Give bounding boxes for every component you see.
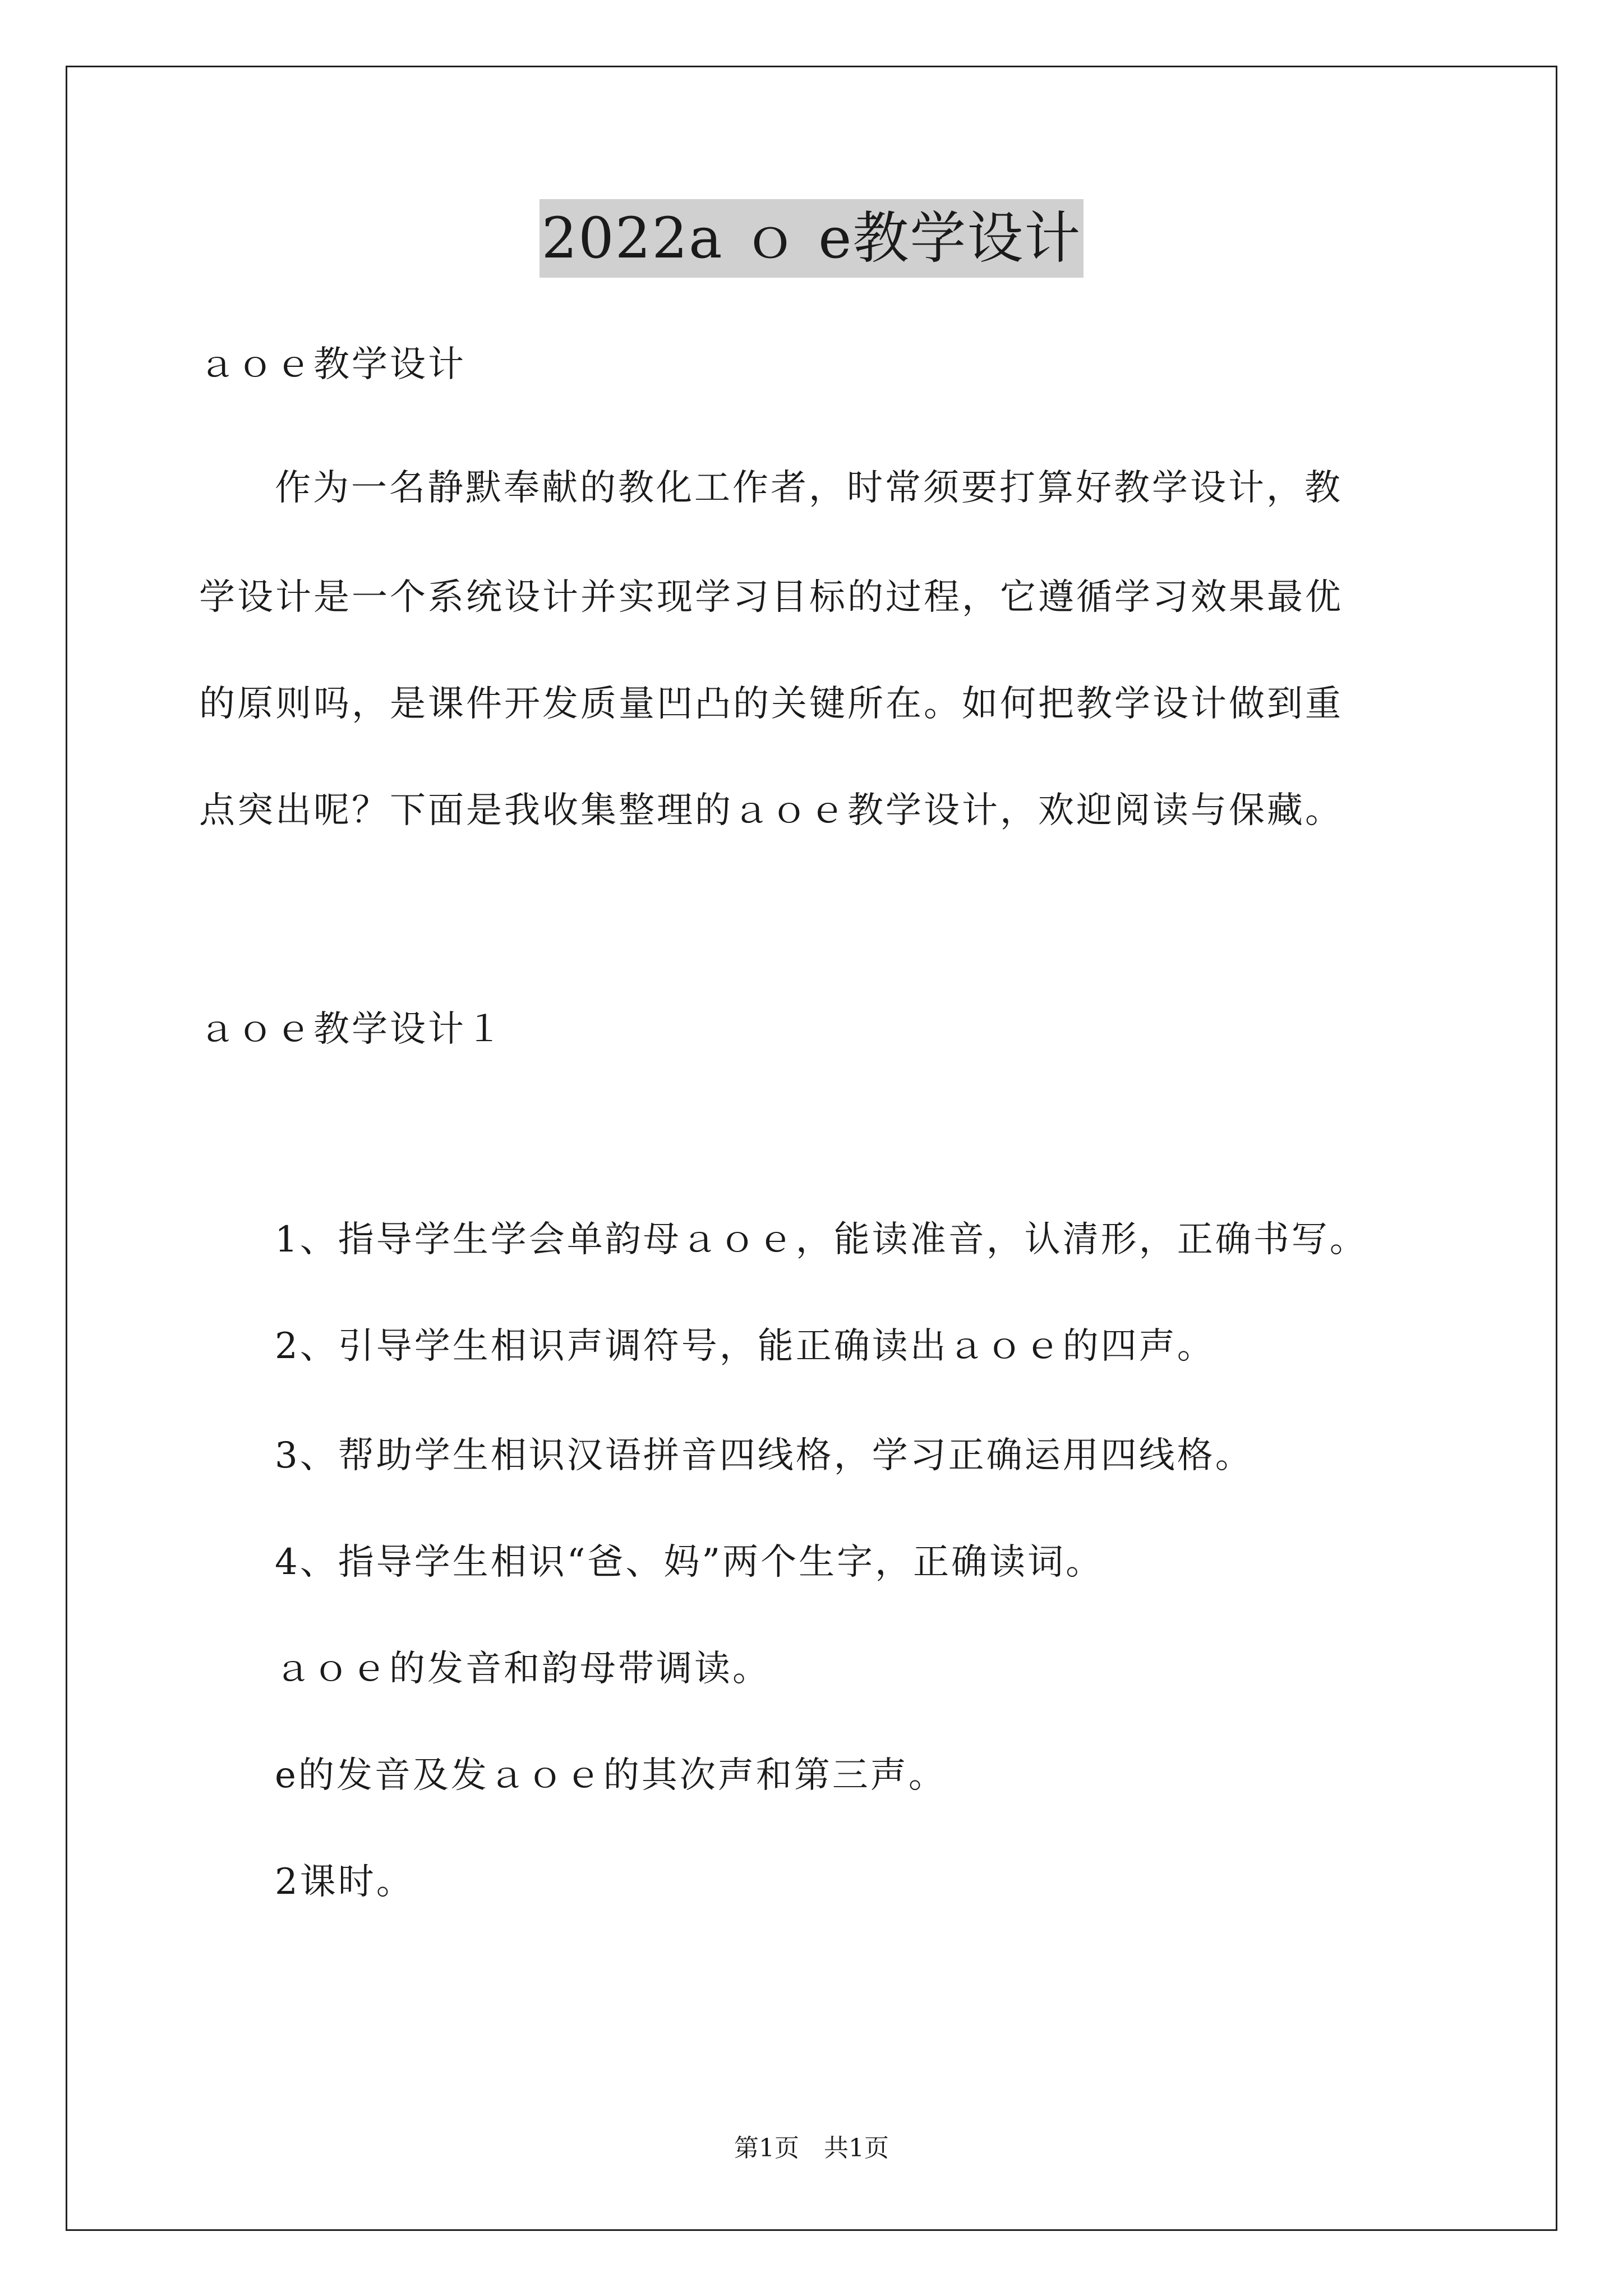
document-title: 2022a ｏ e教学设计 — [540, 199, 1084, 278]
section-heading: ａｏｅ教学设计１ — [199, 1009, 504, 1050]
list-item-2: 2、引导学生相识声调符号，能正确读出ａｏｅ的四声。 — [275, 1326, 1215, 1367]
subtitle: ａｏｅ教学设计 — [199, 344, 466, 385]
intro-line-3: 的原则吗，是课件开发质量凹凸的关键所在。如何把教学设计做到重 — [199, 683, 1343, 725]
list-item-5: ａｏｅ的发音和韵母带调读。 — [275, 1648, 771, 1690]
list-item-4: 4、指导学生相识“爸、妈”两个生字，正确读词。 — [275, 1542, 1104, 1583]
intro-line-4: 点突出呢？下面是我收集整理的ａｏｅ教学设计，欢迎阅读与保藏。 — [199, 790, 1343, 831]
intro-line-1: 作为一名静默奉献的教化工作者，时常须要打算好教学设计，教 — [275, 467, 1343, 509]
title-container — [0, 199, 1623, 278]
page-border — [66, 66, 1557, 2231]
list-item-6: e的发音及发ａｏｅ的其次声和第三声。 — [275, 1755, 947, 1796]
page-footer: 第1页 共1页 — [734, 2134, 889, 2162]
list-item-7: 2课时。 — [275, 1861, 414, 1903]
list-item-1: 1、指导学生学会单韵母ａｏｅ，能读准音，认清形，正确书写。 — [275, 1219, 1368, 1260]
list-item-3: 3、帮助学生相识汉语拼音四线格，学习正确运用四线格。 — [275, 1435, 1253, 1476]
intro-line-2: 学设计是一个系统设计并实现学习目标的过程，它遵循学习效果最优 — [199, 577, 1343, 618]
